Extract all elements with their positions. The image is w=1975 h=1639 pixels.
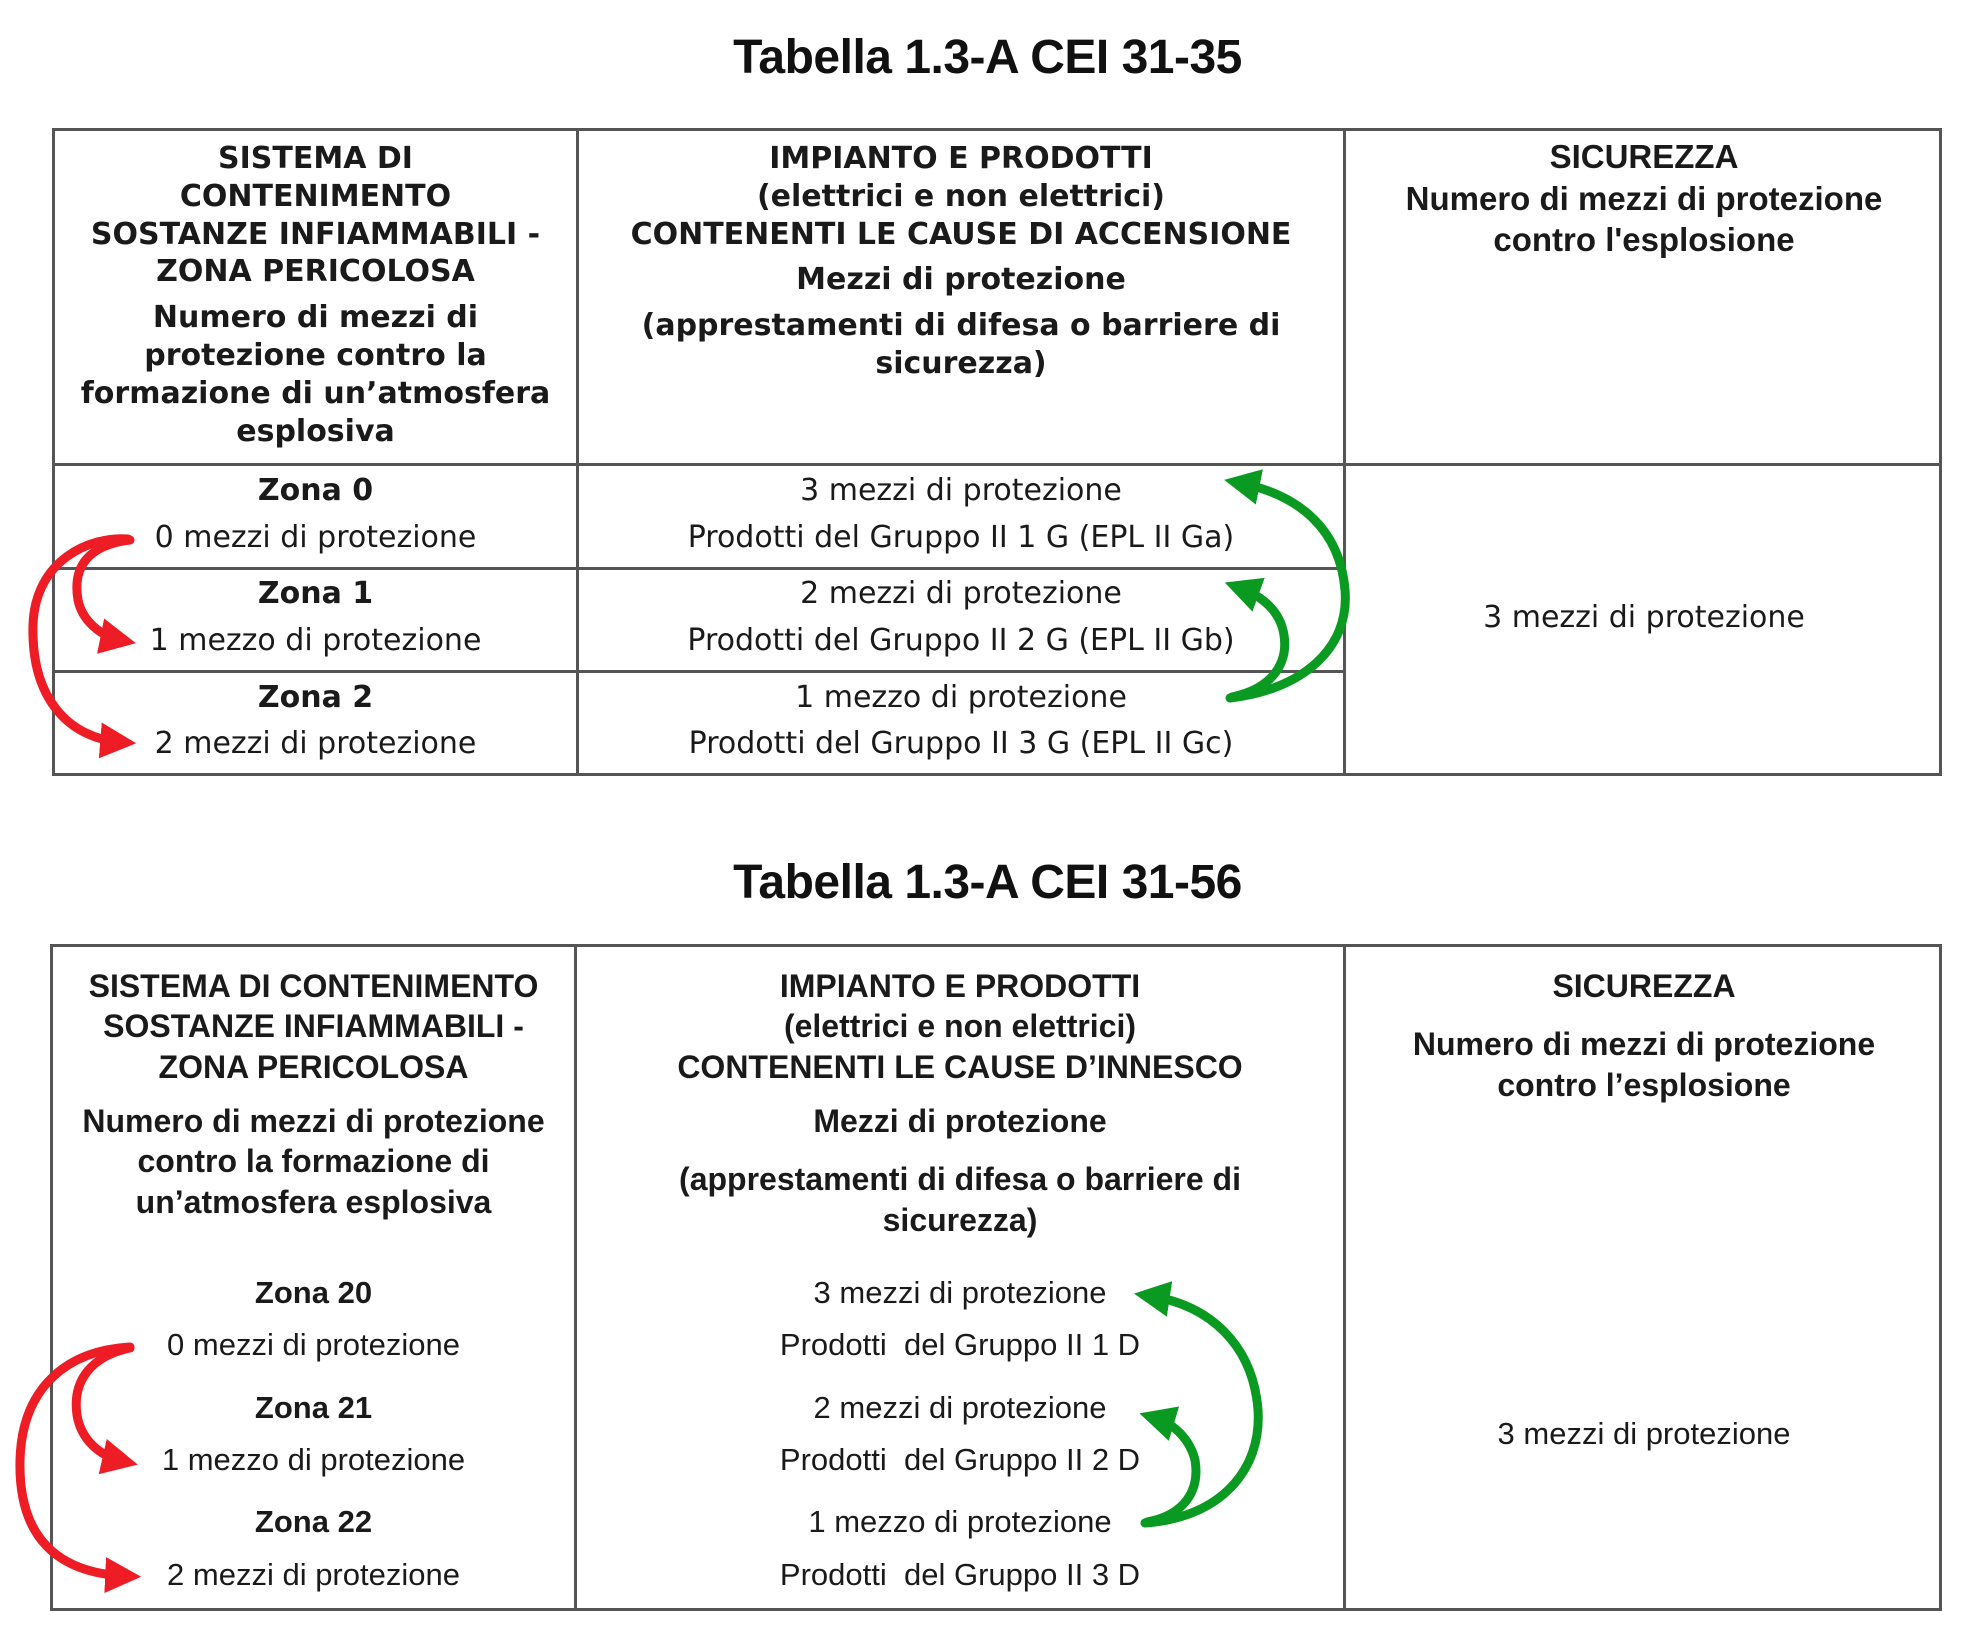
header-subline: sicurezza) (875, 345, 1047, 381)
table1-protection-means: 3 mezzi di protezione (800, 473, 1122, 508)
table1-product-group: Prodotti del Gruppo II 3 G (EPL II Gc) (688, 726, 1234, 761)
header-subline: Mezzi di protezione (813, 1102, 1107, 1139)
table1-protection-means: 1 mezzo di protezione (795, 680, 1127, 715)
red-arrow-icon (76, 1348, 130, 1461)
table1-safety-value: 3 mezzi di protezione (1483, 600, 1805, 635)
table1-zone-means: 0 mezzi di protezione (154, 520, 477, 555)
table2-product-group: Prodotti del Gruppo II 3 D (779, 1557, 1141, 1592)
table1-product-group: Prodotti del Gruppo II 2 G (EPL II Gb) (687, 623, 1235, 658)
header-subline: un’atmosfera esplosiva (135, 1183, 492, 1220)
table2-product-group: Prodotti del Gruppo II 1 D (779, 1327, 1141, 1362)
header-line: (elettrici e non elettrici) (783, 1008, 1137, 1045)
header-subline: Numero di mezzi di (152, 300, 479, 336)
header-line: ZONA PERICOLOSA (156, 254, 475, 290)
table1-zone-label: Zona 1 (257, 576, 374, 611)
table2-protection-means: 1 mezzo di protezione (808, 1504, 1112, 1539)
green-arrow-icon (1232, 588, 1285, 697)
header-subline: sicurezza) (882, 1201, 1038, 1238)
table2-protection-means: 2 mezzi di protezione (813, 1390, 1107, 1425)
table2-zone-label: Zona 22 (254, 1504, 373, 1539)
table1-protection-means: 2 mezzi di protezione (800, 576, 1122, 611)
table1-title: Tabella 1.3-A CEI 31-35 (733, 31, 1242, 84)
header-subline: (apprestamenti di difesa o barriere di (641, 308, 1281, 344)
header-line: SISTEMA DI (218, 141, 413, 176)
header-subline: esplosiva (236, 413, 395, 449)
table1-zone-means: 2 mezzi di protezione (154, 726, 477, 761)
header-line: CONTENENTI LE CAUSE D’INNESCO (677, 1048, 1243, 1085)
table2-protection-means: 3 mezzi di protezione (813, 1275, 1107, 1310)
header-line: SISTEMA DI CONTENIMENTO (88, 968, 539, 1004)
green-arrow-icon (1147, 1418, 1196, 1522)
green-arrow-icon (1145, 1296, 1258, 1523)
header-subline: contro l’esplosione (1497, 1066, 1791, 1103)
header-subline: Numero di mezzi di protezione (82, 1102, 545, 1139)
header-line: SOSTANZE INFIAMMABILI - (90, 216, 541, 252)
header-subline: protezione contro la (144, 337, 487, 373)
header-line: IMPIANTO E PRODOTTI (779, 968, 1141, 1004)
header-line: CONTENENTI LE CAUSE DI ACCENSIONE (630, 216, 1292, 252)
table2-zone-label: Zona 20 (254, 1275, 373, 1310)
header-line: contro l'esplosione (1493, 221, 1795, 259)
header-line: SICUREZZA (1549, 138, 1739, 175)
table2-zone-means: 2 mezzi di protezione (167, 1557, 460, 1592)
table1-zone-label: Zona 2 (257, 680, 374, 715)
header-line: IMPIANTO E PRODOTTI (769, 141, 1153, 176)
header-line: SOSTANZE INFIAMMABILI - (103, 1008, 524, 1045)
table2-title: Tabella 1.3-A CEI 31-56 (733, 856, 1242, 909)
red-arrow-icon (77, 540, 130, 640)
table2-zone-label: Zona 21 (254, 1390, 373, 1425)
header-subline: Mezzi di protezione (796, 262, 1126, 298)
table1-product-group: Prodotti del Gruppo II 1 G (EPL II Ga) (687, 520, 1235, 555)
table2-safety-value: 3 mezzi di protezione (1497, 1416, 1791, 1451)
header-line: ZONA PERICOLOSA (158, 1048, 469, 1085)
header-subline: (apprestamenti di difesa o barriere di (679, 1161, 1241, 1198)
header-line: SICUREZZA (1552, 968, 1736, 1004)
header-subline: formazione di un’atmosfera (80, 375, 551, 411)
header-line: (elettrici e non elettrici) (756, 178, 1166, 214)
table2-product-group: Prodotti del Gruppo II 2 D (779, 1442, 1141, 1477)
header-subline: Numero di mezzi di protezione (1412, 1026, 1876, 1063)
table2-zone-means: 0 mezzi di protezione (167, 1327, 460, 1362)
table2-zone-means: 1 mezzo di protezione (161, 1442, 466, 1477)
header-line: Numero di mezzi di protezione (1405, 179, 1883, 217)
table1-zone-label: Zona 0 (257, 473, 374, 508)
header-subline: contro la formazione di (137, 1143, 490, 1180)
table1-zone-means: 1 mezzo di protezione (149, 623, 482, 658)
header-line: CONTENIMENTO (179, 178, 452, 214)
